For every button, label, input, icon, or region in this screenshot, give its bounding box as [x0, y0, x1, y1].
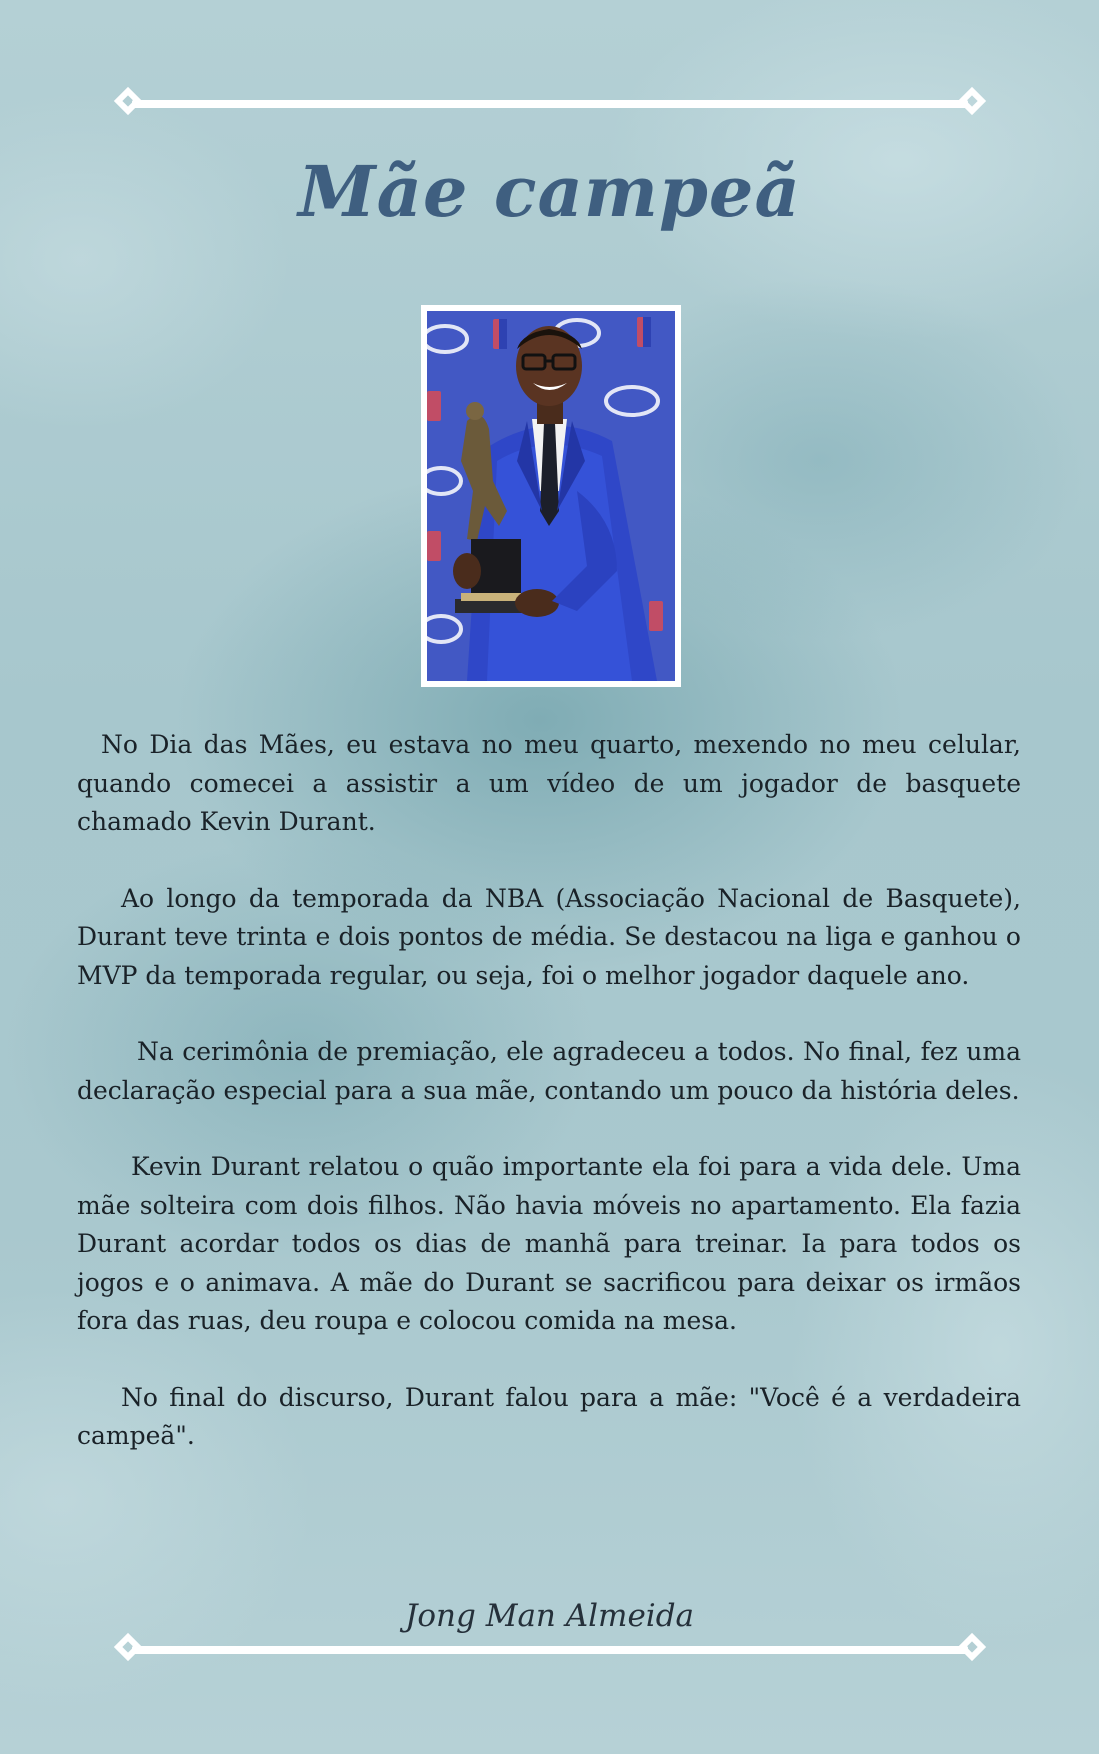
paragraph-3: Na cerimônia de premiação, ele agradeceu a todos. No final, fez uma declaração especial para a sua mãe, contando um pouco da história deles.: [77, 1037, 1021, 1105]
paragraph-5: No final do discurso, Durant falou para a mãe: "Você é a verdadeira campeã".: [77, 1382, 1021, 1450]
top-ornament-divider: [112, 84, 988, 124]
diamond-ornament-icon: [114, 1633, 142, 1661]
diamond-ornament-icon: [114, 87, 142, 115]
paragraph-2: Ao longo da temporada da NBA (Associação Nacional de Basquete), Durant teve trinta e dois pontos de média. Se destacou na liga e ganhou o MVP da temporada regular, ou seja, foi o melhor jogador daquele ano.: [77, 883, 1021, 990]
diamond-ornament-icon: [958, 1633, 986, 1661]
kevin-durant-trophy-photo: [427, 311, 675, 681]
author-signature: Jong Man Almeida: [404, 1598, 695, 1634]
article-body: [77, 726, 1021, 1456]
divider-line: [132, 1646, 968, 1654]
page-title: Mãe campeã: [298, 150, 801, 233]
bottom-ornament-divider: [112, 1630, 988, 1670]
divider-line: [132, 100, 968, 108]
paragraph-4: Kevin Durant relatou o quão importante ela foi para a vida dele. Uma mãe solteira com dois filhos. Não havia móveis no apartamento. Ela fazia Durant acordar todos os dias de manhã para treinar. Ia para todos os jogos e o animava. A mãe do Durant se sacrificou para deixar os irmãos fora das ruas, deu roupa e colocou comida na mesa.: [77, 1152, 1021, 1335]
paragraph-1: No Dia das Mães, eu estava no meu quarto, mexendo no meu celular, quando comecei a assistir a um vídeo de um jogador de basquete chamado Kevin Durant.: [77, 730, 1021, 836]
photo-frame: [421, 305, 681, 687]
diamond-ornament-icon: [958, 87, 986, 115]
